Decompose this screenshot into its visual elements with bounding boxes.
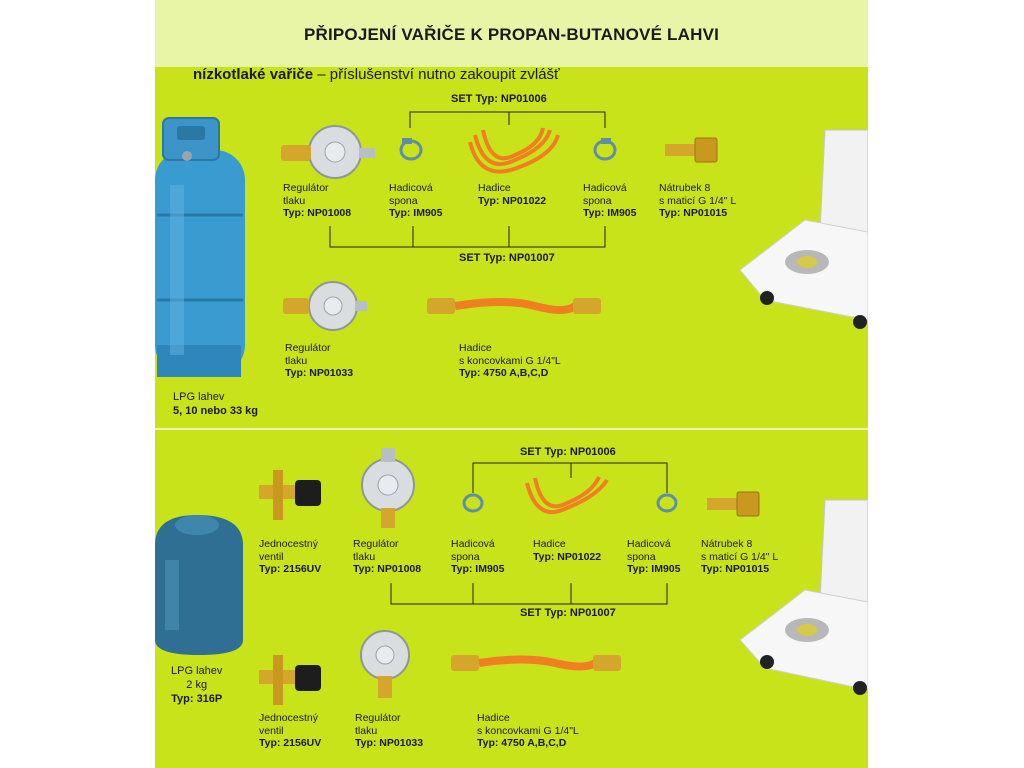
label-line: s koncovkami G 1/4"L [459,354,561,367]
hose-with-fittings-image [451,655,621,671]
label-valve2-bottom [259,712,321,750]
label-regulator2-bottom [355,712,423,750]
label-clamp1-bottom [451,538,504,576]
label-hose2-top [459,342,561,380]
hose-coil-image [527,477,607,512]
label-hose2-bottom [477,712,579,750]
label-type: Typ: NP01033 [285,367,354,379]
label-type: Typ: 2156UV [259,563,322,575]
label-line: spona [583,194,612,207]
label-tank-top [173,390,258,418]
label-line: Hadice [533,538,566,550]
label-type: Typ: NP01008 [353,563,422,575]
label-line: 5, 10 nebo 33 kg [173,405,258,417]
label-nipple-top [659,182,736,220]
label-type: Typ: IM905 [451,563,505,575]
label-line: Hadicová [451,538,495,550]
label-line: Hadice [477,712,510,724]
label-type: Typ: NP01022 [478,194,547,207]
label-line: 2 kg [186,679,208,691]
hose-clamp-icon [658,495,676,511]
regulator-np01033-image [283,282,367,330]
set-np01006-label-bottom: SET Typ: NP01006 [520,446,616,458]
label-line: Regulátor [355,712,401,724]
label-type: Typ: IM905 [627,563,681,575]
lpg-tank-large-image [155,118,245,377]
label-line: LPG lahev [171,665,223,677]
label-valve-bottom [259,538,321,576]
label-type: Typ: 4750 A,B,C,D [477,737,567,749]
label-line: tlaku [285,354,308,367]
label-hose-bottom [533,538,601,563]
label-line: Hadicová [583,182,627,194]
label-line: s maticí G 1/4" L [659,194,737,207]
gas-stove-image [740,500,868,695]
label-type: Typ: NP01015 [701,563,770,575]
label-type: Typ: IM905 [583,207,637,219]
label-type: Typ: 4750 A,B,C,D [459,367,549,379]
label-line: Regulátor [285,342,331,354]
label-clamp1-top [389,182,442,220]
label-line: s maticí G 1/4" L [701,550,779,563]
one-way-valve-image [259,655,321,705]
label-type: Typ: 316P [171,693,223,705]
gas-stove-image [740,130,868,329]
label-line: tlaku [355,724,378,737]
label-line: ventil [259,550,284,563]
label-nipple-bottom [701,538,778,576]
label-line: Nátrubek 8 [659,182,711,194]
label-line: Hadice [478,182,511,194]
label-type: Typ: NP01033 [355,737,424,749]
label-line: Jednocestný [259,538,318,550]
subtitle-rest: – příslušenství nutno zakoupit zvlášť [313,66,560,83]
nipple-fitting-image [665,138,717,162]
label-line: spona [389,194,418,207]
set-np01007-label-bottom: SET Typ: NP01007 [520,607,616,619]
hose-coil-image [470,128,558,172]
label-clamp2-top [583,182,636,220]
label-line: spona [451,550,480,563]
one-way-valve-image [259,470,321,520]
hose-clamp-icon [401,138,421,159]
label-type: Typ: NP01008 [283,207,352,219]
label-tank-bottom [171,664,222,706]
label-line: spona [627,550,656,563]
diagram-panel [155,0,868,768]
label-line: Hadicová [389,182,433,194]
hose-clamp-icon [595,138,615,159]
label-line: Jednocestný [259,712,318,724]
label-type: Typ: 2156UV [259,737,322,749]
page-title: PŘIPOJENÍ VAŘIČE K PROPAN-BUTANOVÉ LAHVI [303,25,720,44]
lpg-tank-small-image [155,515,243,655]
label-line: Regulátor [283,182,329,194]
set-np01006-bracket-bottom [473,463,667,493]
label-line: ventil [259,724,284,737]
label-line: LPG lahev [173,391,225,403]
label-line: s koncovkami G 1/4"L [477,724,579,737]
label-type: Typ: IM905 [389,207,443,219]
label-line: Hadice [459,342,492,354]
regulator-np01008-bottom-image [362,448,414,528]
label-type: Typ: NP01015 [659,207,728,219]
label-line: tlaku [283,194,306,207]
hose-with-fittings-image [427,298,601,314]
set-np01007-bracket-top [330,226,605,247]
set-np01007-label: SET Typ: NP01007 [459,252,555,264]
label-line: Hadicová [627,538,671,550]
set-np01007-bracket-bottom [391,583,667,604]
label-regulator-top [283,182,351,220]
label-regulator-bottom [353,538,421,576]
set-np01006-label: SET Typ: NP01006 [451,93,547,105]
subtitle-bold: nízkotlaké vařiče [193,66,314,83]
set-np01006-bracket-top [410,112,605,128]
label-line: Nátrubek 8 [701,538,753,550]
label-clamp2-bottom [627,538,680,576]
regulator-np01033-bottom-image [361,631,409,698]
diagram-graphics [155,0,868,768]
regulator-np01008-image [281,126,375,178]
label-regulator2-top [285,342,353,380]
label-hose-top [478,182,546,207]
label-line: tlaku [353,550,376,563]
hose-clamp-icon [464,495,482,511]
nipple-fitting-image [707,492,759,516]
label-line: Regulátor [353,538,399,550]
label-type: Typ: NP01022 [533,550,602,563]
